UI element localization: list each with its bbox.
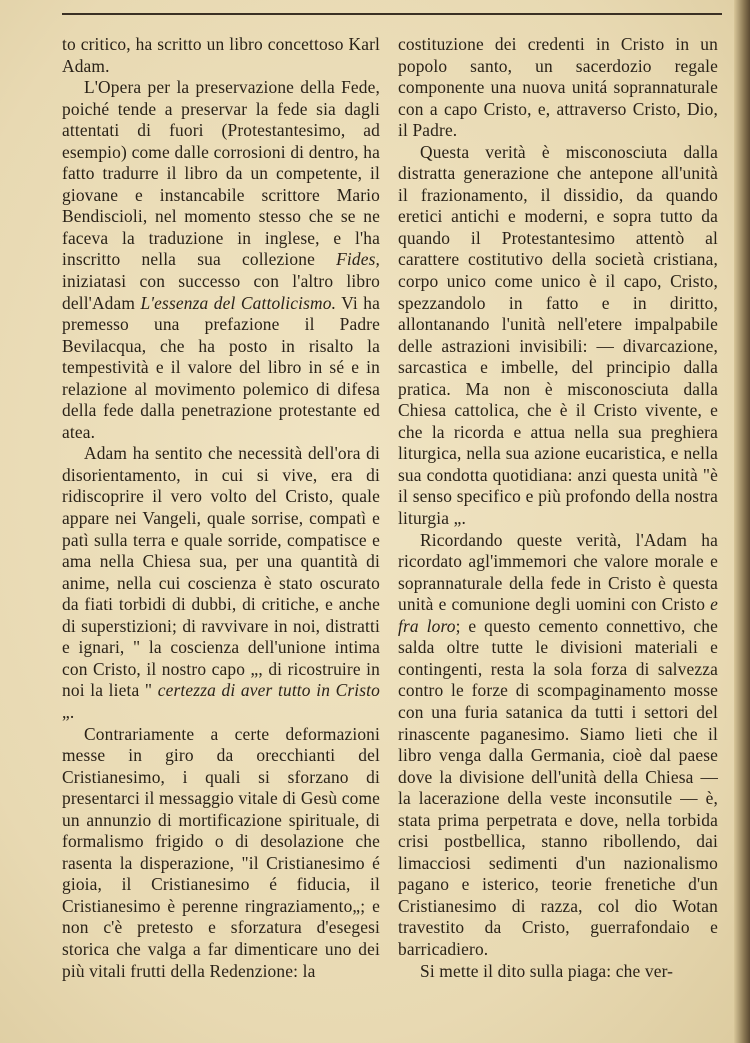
italic-quote: certezza di aver tutto in Cristo [157, 680, 381, 701]
left-paragraph-3 [62, 443, 380, 723]
text-span: „. [62, 701, 75, 722]
text-span: ; e questo cemento connettivo, che salda oltre tutte le divisioni materiali e contingenti, resta la sola forza di salvezza contro le forze di scompaginamento mosse con una furia satanica da tutti i settori del rinascente paganesimo. Siamo lieti che il libro venga dalla Germania, cioè dal paese dove la divisione dell'unità della Chiesa — la lacerazione della veste inconsutile — è, stata prima perpetrata e dove, nella torbida crisi postbellica, stanno ribollendo, dai limacciosi sedimenti d'un nazionalismo pagano e isterico, teorie frenetiche d'un Cristianesimo di razza, col dio Wotan travestito da Cristo, guerrafondaio e barricadiero. [398, 615, 718, 959]
text-span: Vi ha premesso una prefazione il Padre Bevilacqua, che ha posto in risalto la tempestività e il valore del libro in sé e in relazione al movimento polemico di difesa della fede dalla penetrazione protestante ed atea. [62, 292, 380, 442]
right-paragraph-4: Si mette il dito sulla piaga: che ver- [420, 960, 674, 981]
italic-phrase: e fra loro [398, 594, 718, 636]
left-paragraph-4: Contrariamente a certe deformazioni messe in giro da orecchianti del Cristianesimo, i quali si sforzano di presentarci il messaggio vitale di Gesù come un annunzio di mortificazione spirituale, di formalismo frigido o di desolazione che rasenta la disperazione, "il Cristianesimo é gioia, il Cristianesimo é fiducia, il Cristianesimo è perenne ringraziamento„; e non c'è pretesto e sforzatura d'esegesi storica che valga a far dimenticare uno dei più vitali frutti della Redenzione: la [62, 723, 380, 981]
right-column [398, 34, 718, 982]
text-span: iniziatasi con successo con l'altro libro dell'Adam [62, 271, 380, 313]
text-span: Adam ha sentito che necessità dell'ora di disorientamento, in cui si vive, era di ridiscoprire il vero volto del Cristo, quale appare nei Vangeli, quale sorrise, compatì e patì sulla terra e quale sorride, compatisce e ama nella Chiesa sua, per una quantità di anime, nella cui coscienza è stato oscurato da fiati torbidi di dubbi, di critiche, e anche di superstizioni; di ravvivare in noi, distratti e ignari, " la coscienza dell'unione intima con Cristo, il nostro capo „, di ricostruire in noi la lieta " [62, 443, 380, 701]
left-column [62, 34, 380, 982]
left-paragraph-1: to critico, ha scritto un libro concettoso Karl Adam. [62, 34, 380, 76]
right-paragraph-2: Questa verità è misconosciuta dalla distratta generazione che antepone all'unità il frazionamento, il dissidio, da quando eretici antichi e moderni, e sopra tutto da quando il Protestantesimo attentò al carattere costitutivo della società cristiana, corpo unico come unico è il capo, Cristo, spezzandolo in fatto e in diritto, allontanando l'unità nell'etere impalpabile delle astrazioni invisibili: — divarcazione, sarcastica e imbelle, del principio dalla pratica. Ma non è misconosciuta dalla Chiesa cattolica, che è il Cristo vivente, e che la ricorda e attua nella sua preghiera liturgica, nella sua azione eucaristica, e nella sua condotta quotidiana: anzi questa unità "è il senso specifico e più profondo della nostra liturgia „. [398, 141, 718, 529]
text-span: Ricordando queste verità, l'Adam ha ricordato agl'immemori che valore morale e soprannaturale della fede in Cristo è questa unità e comunione degli uomini con Cristo [398, 529, 718, 615]
left-paragraph-2 [62, 77, 380, 443]
right-paragraph-3 [398, 530, 718, 961]
italic-title-fides: Fides, [336, 249, 380, 270]
page-edge [734, 0, 750, 1043]
italic-title-essenza: L'essenza del Cattolicismo. [140, 292, 337, 313]
top-rule [62, 13, 722, 15]
right-paragraph-1: costituzione dei credenti in Cristo in un popolo santo, un sacerdozio regale componente una nuova unitá soprannaturale con a capo Cristo, e, attraverso Cristo, Dio, il Padre. [398, 34, 718, 141]
text-span: L'Opera per la preservazione della Fede, poiché tende a preservar la fede sia dagli attentati di fuori (Protestantesimo, ad esempio) come dalle corrosioni di dentro, ha fatto tradurre il libro da un competente, il giovane e instancabile scrittore Mario Bendiscioli, nel momento stesso che se ne faceva la traduzione in inglese, e l'ha inscritto nella sua collezione [62, 77, 380, 270]
